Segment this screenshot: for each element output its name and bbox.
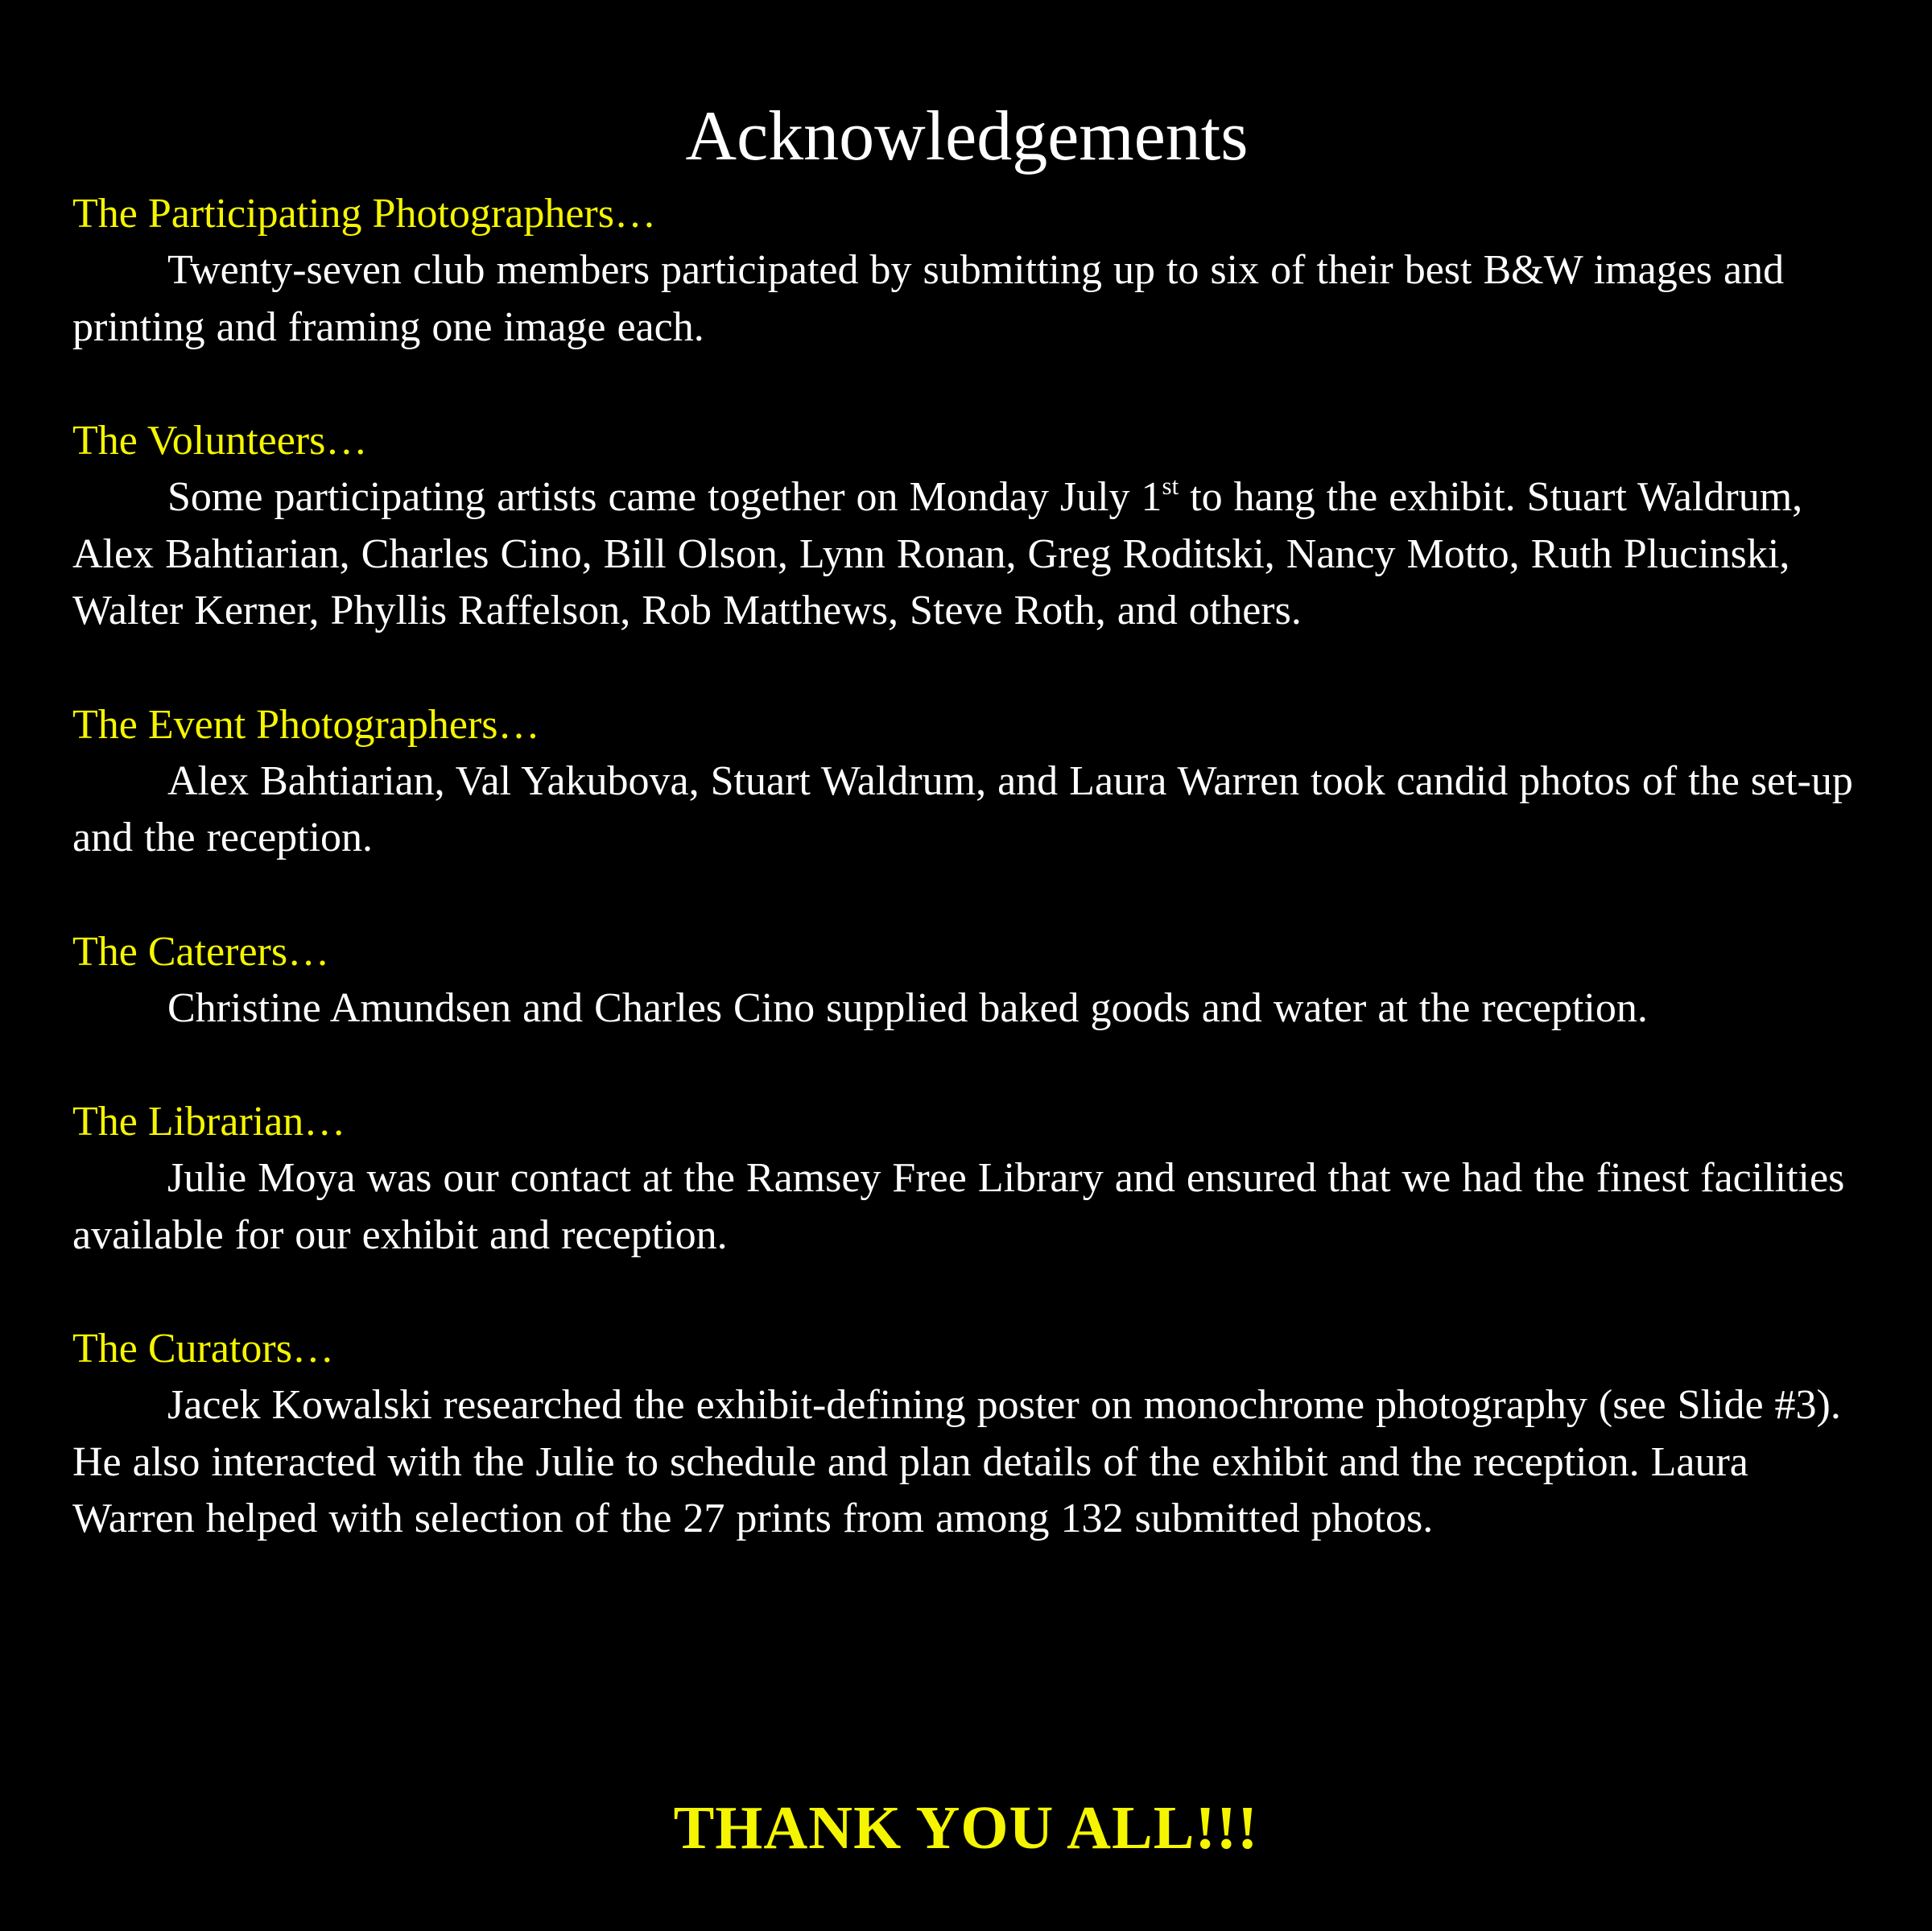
section-body: Twenty-seven club members participated by submitting up to six of their best B&W images and printing and framing one image each. <box>72 247 1785 350</box>
section-body <box>72 469 1861 640</box>
section-librarian <box>72 1094 1861 1264</box>
section-caterers <box>72 924 1861 1038</box>
page-title: Acknowledgements <box>685 97 1249 175</box>
section-heading: The Caterers… <box>72 928 330 975</box>
section-body: Christine Amundsen and Charles Cino supplied baked goods and water at the reception. <box>167 984 1648 1031</box>
ordinal-suffix: st <box>1162 472 1179 500</box>
section-body: Alex Bahtiarian, Val Yakubova, Stuart Waldrum, and Laura Warren took candid photos of the set-up and the reception. <box>72 757 1853 860</box>
section-heading: The Curators… <box>72 1326 334 1372</box>
closing-thank-you: THANK YOU ALL!!! <box>673 1794 1259 1862</box>
section-heading: The Event Photographers… <box>72 701 540 748</box>
section-curators <box>72 1321 1861 1548</box>
section-body: Jacek Kowalski researched the exhibit-defining poster on monochrome photography (see Slide #3). He also interacted with the Julie to schedule and plan details of the exhibit and the reception. Laura Warren helped with selection of the 27 prints from among 132 submitted photos. <box>72 1382 1841 1541</box>
section-event-photographers <box>72 697 1861 867</box>
section-heading: The Librarian… <box>72 1099 346 1145</box>
section-heading: The Participating Photographers… <box>72 191 656 237</box>
section-volunteers <box>72 413 1861 640</box>
section-body: Julie Moya was our contact at the Ramsey Free Library and ensured that we had the finest facilities available for our exhibit and reception. <box>72 1155 1845 1258</box>
section-heading: The Volunteers… <box>72 418 368 464</box>
body-text: Some participating artists came together on Monday July 1 <box>167 474 1162 520</box>
body-text: to hang the exhibit. Stuart Waldrum, Alex Bahtiarian, Charles Cino, Bill Olson, Lynn Ronan, Greg Roditski, Nancy Motto, Ruth Plucinski, Walter Kerner, Phyllis Raffelson, Rob Matthews, Steve Roth, and others. <box>72 474 1803 633</box>
section-participating-photographers <box>72 186 1861 356</box>
